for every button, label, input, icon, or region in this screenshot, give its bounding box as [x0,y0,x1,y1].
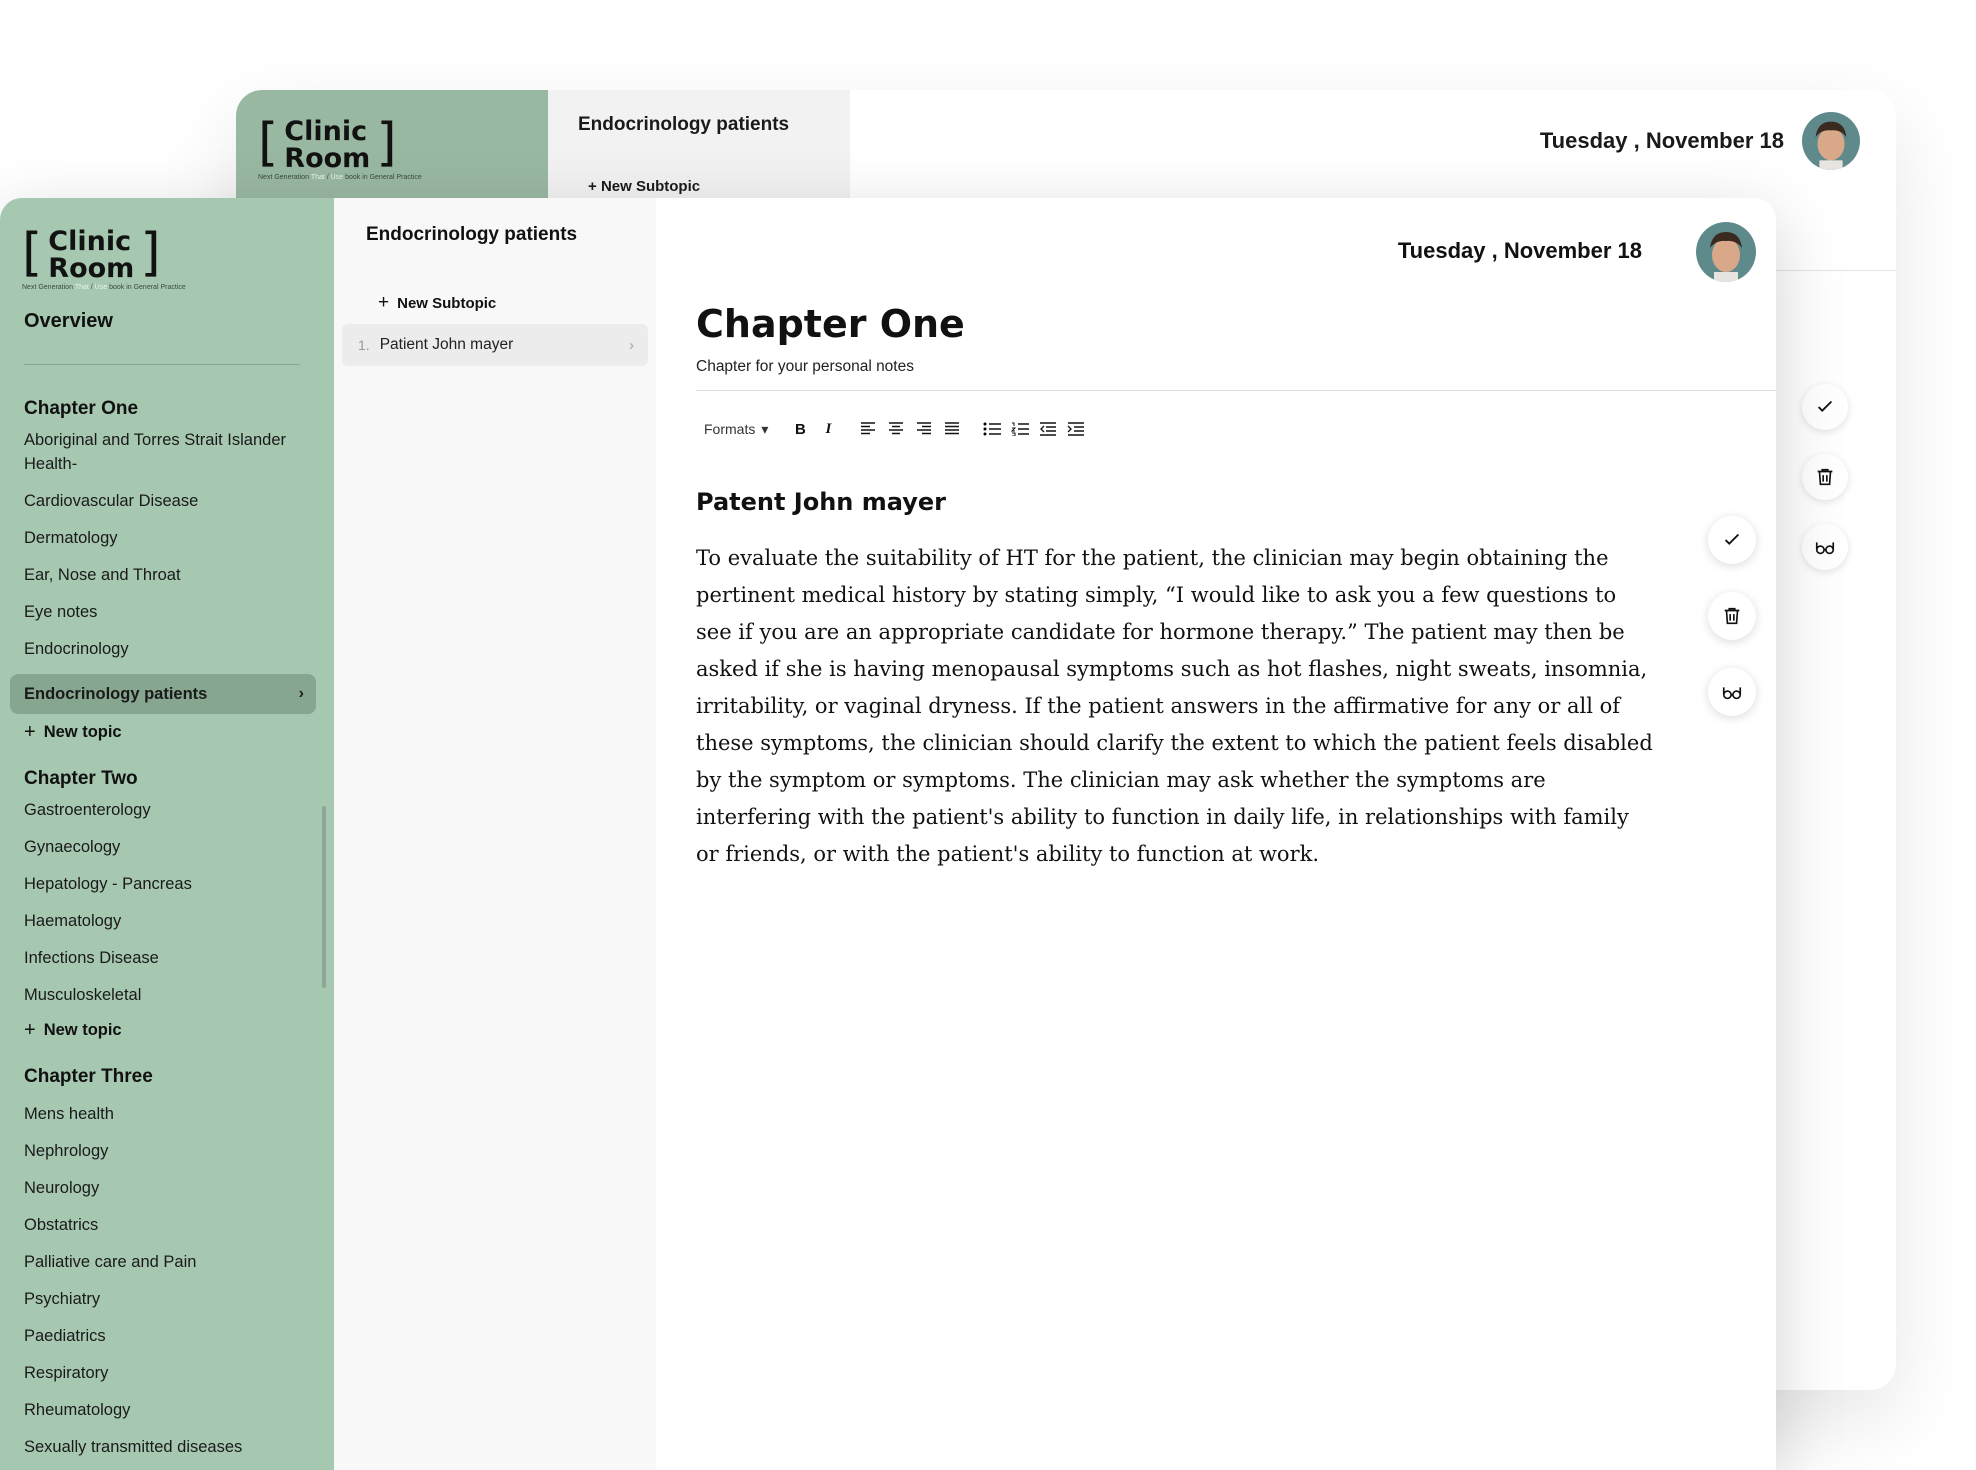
indent-icon[interactable] [1062,416,1090,442]
sidebar-topic[interactable]: Gastroenterology [24,801,151,819]
sidebar-topic[interactable]: Nephrology [24,1142,109,1160]
main-content [656,198,1776,1470]
header-divider [696,390,1776,391]
plus-icon: + [24,721,36,743]
subtopic-item[interactable] [342,324,648,366]
back-logo-line1: Clinic [284,116,368,147]
sidebar [0,198,334,1470]
sidebar-topic[interactable]: Infections Disease [24,949,159,967]
align-justify-icon[interactable] [938,416,966,442]
sidebar-topic[interactable]: Aboriginal and Torres Strait Islander Health- [24,431,287,473]
formats-label: Formats [704,421,756,437]
chevron-right-icon: › [298,685,304,702]
align-left-icon[interactable] [854,416,882,442]
trash-icon[interactable] [1708,592,1756,640]
sidebar-topic[interactable]: Paediatrics [24,1327,106,1345]
sidebar-topic[interactable]: Neurology [24,1179,100,1197]
outdent-icon[interactable] [1034,416,1062,442]
chapter-heading: Chapter One [696,302,965,346]
back-action-buttons [1802,384,1848,570]
editor-toolbar [704,416,1090,442]
sidebar-topic[interactable]: Eye notes [24,603,98,621]
subtopic-panel [334,198,656,1470]
back-new-subtopic: + New Subtopic [588,178,701,195]
chapter-title[interactable]: Chapter Three [24,1066,153,1087]
sidebar-topic[interactable]: Ear, Nose and Throat [24,566,181,584]
sidebar-topic-active[interactable] [10,674,316,714]
bullet-list-icon[interactable] [978,416,1006,442]
new-topic-button[interactable] [10,1020,316,1040]
bold-button[interactable]: B [794,420,806,438]
sidebar-topic[interactable]: Mens health [24,1105,114,1123]
caret-down-icon: ▾ [761,420,769,437]
logo-tagline: Next Generation That / Use book in General Practice [22,284,186,291]
chapter-subtitle: Chapter for your personal notes [696,358,914,375]
sidebar-topic[interactable]: Sexually transmitted diseases [24,1438,243,1456]
sidebar-topic[interactable]: Gynaecology [24,838,121,856]
new-topic-button[interactable] [10,722,316,742]
new-subtopic-label: New Subtopic [397,294,497,312]
formats-dropdown[interactable] [704,421,768,438]
numbered-list-icon[interactable] [1006,416,1034,442]
new-topic-label: New topic [43,722,122,741]
sidebar-topic[interactable]: Obstatrics [24,1216,99,1234]
logo-line2: Room [48,253,135,284]
subtopic-label: Patient John mayer [379,336,514,353]
back-check-icon [1802,384,1848,430]
chapter-list [10,398,316,1470]
check-icon[interactable] [1708,516,1756,564]
italic-button[interactable]: I [825,420,832,437]
sidebar-topic[interactable]: Haematology [24,912,122,930]
note-body[interactable]: To evaluate the suitability of HT for the patient, the clinician may begin obtaining the pertinent medical history by stating simply, “I would like to ask you a few questions to see if you are an appropriate candidate for hormone therapy.” The patient may then be asked if she is having menopausal symptoms such as hot flashes, night sweats, insomnia, irritability, or vaginal dryness. If the patient answers in the affirmative for any or all of these symptoms, the clinician should clarify the extent to which the patient feels disabled by the symptom or symptoms. The clinician may ask whether the symptoms are interfering with the patient's ability to function in daily life, in relationships with family or friends, or with the patient's ability to function at work. [696,546,1653,866]
plus-icon: + [24,1019,36,1041]
sidebar-overview[interactable]: Overview [24,310,113,332]
subtopic-number: 1. [358,337,370,353]
avatar[interactable] [1696,222,1756,282]
back-logo-tagline: Next Generation That / Use book in General Practice [258,174,422,181]
sidebar-topic[interactable]: Cardiovascular Disease [24,492,199,510]
sidebar-topic[interactable]: Rheumatology [24,1401,131,1419]
glasses-icon[interactable] [1708,668,1756,716]
app-logo[interactable]: [ Clinic Room ] Next Generation That / Use book in General Practice [22,223,186,291]
back-subpanel-title: Endocrinology patients [578,114,790,135]
note-title[interactable]: Patent John mayer [696,488,946,516]
note-actions [1708,516,1756,716]
align-center-icon[interactable] [882,416,910,442]
sidebar-topic[interactable]: Psychiatry [24,1290,101,1308]
sidebar-topic[interactable]: Hepatology - Pancreas [24,875,192,893]
new-topic-label: New topic [43,1020,122,1039]
chapter-title[interactable]: Chapter One [24,398,139,419]
plus-icon: + [378,292,390,313]
subtopic-panel-title: Endocrinology patients [366,224,578,245]
sidebar-topic[interactable]: Palliative care and Pain [24,1253,197,1271]
sidebar-topic[interactable]: Endocrinology [24,640,129,658]
header-date: Tuesday , November 18 [1397,238,1642,263]
back-glasses-icon [1802,524,1848,570]
sidebar-topic[interactable]: Respiratory [24,1364,109,1382]
back-trash-icon [1802,454,1848,500]
back-logo: [ Clinic Room ] Next Generation That / Use book in General Practice [258,113,422,181]
logo-line1: Clinic [48,226,132,257]
sidebar-scrollbar[interactable] [322,806,326,988]
new-subtopic-button[interactable] [378,292,496,314]
chapter-title[interactable]: Chapter Two [24,768,138,789]
chevron-right-icon: › [629,336,634,354]
align-right-icon[interactable] [910,416,938,442]
back-date: Tuesday , November 18 [1539,128,1784,153]
sidebar-divider [24,364,300,365]
sidebar-topic[interactable]: Dermatology [24,529,118,547]
back-avatar [1802,112,1860,170]
app-window [0,198,1776,1470]
sidebar-topic[interactable]: Musculoskeletal [24,986,142,1004]
back-logo-line2: Room [284,143,371,174]
sidebar-topic-label: Endocrinology patients [24,685,208,703]
